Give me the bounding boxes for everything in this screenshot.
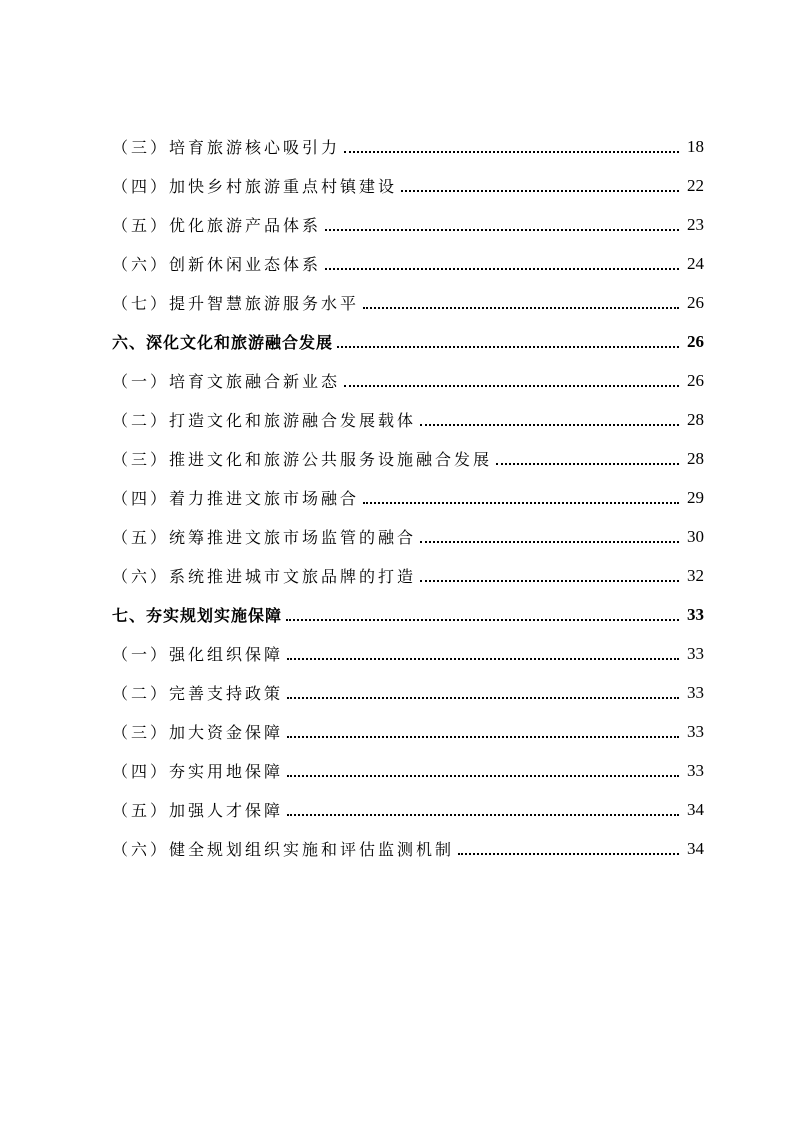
toc-chapter-entry[interactable] (0, 322, 793, 361)
toc-entry[interactable] (0, 712, 793, 751)
toc-entry[interactable] (0, 517, 793, 556)
toc-entry[interactable] (0, 205, 793, 244)
toc-chapter-title: 七、夯实规划实施保障 (112, 606, 283, 625)
toc-entry-page: 30 (687, 526, 704, 546)
toc-entry-page: 18 (687, 136, 704, 156)
toc-entry[interactable] (0, 283, 793, 322)
dot-leader (325, 267, 679, 270)
toc-chapter-page: 33 (687, 604, 704, 624)
toc-entry[interactable] (0, 829, 793, 868)
dot-leader (420, 579, 679, 582)
dot-leader (344, 150, 679, 153)
toc-entry-title: （一）强化组织保障 (112, 645, 284, 664)
toc-entry-title: （三）培育旅游核心吸引力 (112, 138, 341, 157)
toc-entry-title: （四）着力推进文旅市场融合 (112, 489, 360, 508)
toc-entry[interactable] (0, 166, 793, 205)
toc-entry-page: 24 (687, 253, 704, 273)
toc-entry-page: 34 (687, 838, 704, 858)
toc-entry-title: （五）加强人才保障 (112, 801, 284, 820)
toc-entry[interactable] (0, 361, 793, 400)
dot-leader (458, 852, 679, 855)
toc-entry[interactable] (0, 478, 793, 517)
toc-entry-page: 28 (687, 409, 704, 429)
toc-entry-title: （五）优化旅游产品体系 (112, 216, 322, 235)
dot-leader (287, 813, 679, 816)
toc-chapter-page: 26 (687, 331, 704, 351)
toc-entry-page: 33 (687, 643, 704, 663)
dot-leader (363, 306, 679, 309)
dot-leader (286, 618, 679, 621)
toc-entry[interactable] (0, 439, 793, 478)
toc-entry-page: 22 (687, 175, 704, 195)
dot-leader (496, 462, 679, 465)
toc-entry-title: （四）夯实用地保障 (112, 762, 284, 781)
dot-leader (337, 345, 679, 348)
toc-entry-page: 33 (687, 760, 704, 780)
toc-entry[interactable] (0, 751, 793, 790)
toc-entry[interactable] (0, 556, 793, 595)
dot-leader (420, 540, 679, 543)
dot-leader (420, 423, 679, 426)
toc-entry-title: （三）推进文化和旅游公共服务设施融合发展 (112, 450, 493, 469)
dot-leader (325, 228, 679, 231)
dot-leader (287, 657, 679, 660)
toc-entry-page: 33 (687, 721, 704, 741)
toc-entry-title: （六）健全规划组织实施和评估监测机制 (112, 840, 455, 859)
toc-entry-page: 26 (687, 292, 704, 312)
toc-entry-title: （七）提升智慧旅游服务水平 (112, 294, 360, 313)
dot-leader (287, 696, 679, 699)
toc-entry-title: （一）培育文旅融合新业态 (112, 372, 341, 391)
dot-leader (287, 774, 679, 777)
toc-entry[interactable] (0, 400, 793, 439)
dot-leader (287, 735, 679, 738)
toc-entry-page: 28 (687, 448, 704, 468)
toc-entry-page: 33 (687, 682, 704, 702)
toc-entry-title: （三）加大资金保障 (112, 723, 284, 742)
toc-entry-page: 23 (687, 214, 704, 234)
toc-entry-title: （二）完善支持政策 (112, 684, 284, 703)
toc-chapter-title: 六、深化文化和旅游融合发展 (112, 333, 334, 352)
toc-entry-title: （二）打造文化和旅游融合发展载体 (112, 411, 417, 430)
toc-entry[interactable] (0, 634, 793, 673)
toc-entry-page: 32 (687, 565, 704, 585)
toc-chapter-entry[interactable] (0, 595, 793, 634)
toc-entry-title: （六）系统推进城市文旅品牌的打造 (112, 567, 417, 586)
toc-entry-page: 34 (687, 799, 704, 819)
dot-leader (344, 384, 679, 387)
toc-entry-page: 26 (687, 370, 704, 390)
dot-leader (401, 189, 679, 192)
table-of-contents (0, 127, 793, 868)
toc-entry-title: （五）统筹推进文旅市场监管的融合 (112, 528, 417, 547)
toc-entry[interactable] (0, 127, 793, 166)
toc-entry[interactable] (0, 244, 793, 283)
toc-entry-title: （四）加快乡村旅游重点村镇建设 (112, 177, 398, 196)
toc-entry-page: 29 (687, 487, 704, 507)
toc-entry[interactable] (0, 673, 793, 712)
toc-entry[interactable] (0, 790, 793, 829)
toc-entry-title: （六）创新休闲业态体系 (112, 255, 322, 274)
dot-leader (363, 501, 679, 504)
